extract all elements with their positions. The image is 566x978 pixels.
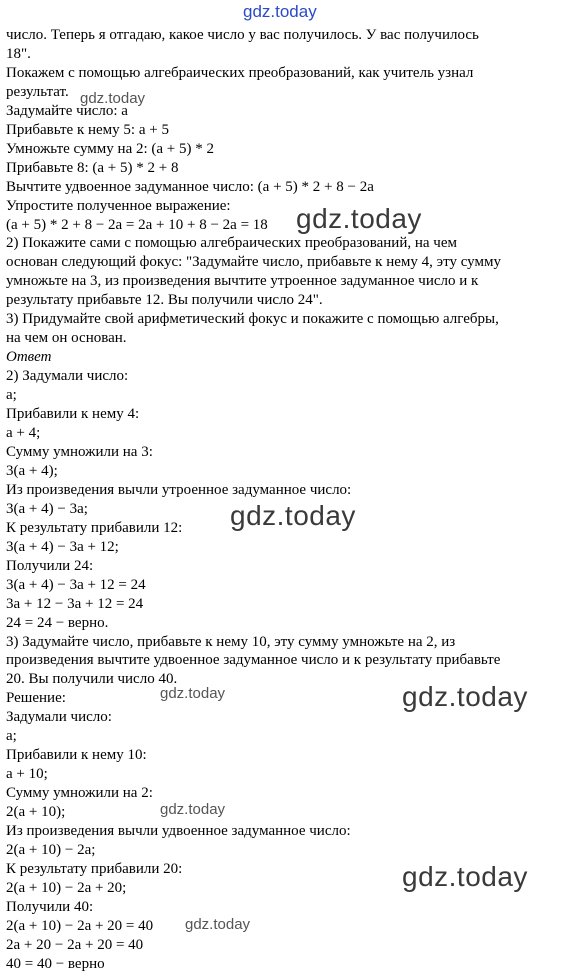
watermark: gdz.today	[230, 500, 356, 531]
text-line: Умножьте сумму на 2: (а + 5) * 2	[6, 140, 215, 157]
text-line: 3) Задумайте число, прибавьте к нему 10, эту сумму умножьте на 2, из	[6, 633, 456, 650]
watermark: gdz.today	[80, 90, 146, 107]
text-line: на чем он основан.	[6, 330, 127, 347]
watermark-top: gdz.today	[243, 2, 317, 21]
text-line: произведения вычтите удвоенное задуманное число и к результату прибавьте	[6, 652, 501, 669]
text-line: Прибавили к нему 4:	[6, 406, 140, 423]
watermark: gdz.today	[160, 685, 226, 702]
text-line: Упростите полученное выражение:	[6, 197, 231, 214]
text-line: Сумму умножили на 2:	[6, 785, 153, 802]
text-line: 20. Вы получили число 40.	[6, 671, 178, 688]
watermark: gdz.today	[296, 203, 422, 234]
watermark: gdz.today	[402, 861, 528, 892]
text-line: Сумму умножили на 3:	[6, 443, 153, 460]
text-line: 3(а + 4);	[6, 462, 58, 479]
text-line: число. Теперь я отгадаю, какое число у вас получилось. У вас получилось	[6, 27, 479, 43]
text-line: Из произведения вычли удвоенное задуманное число:	[6, 823, 351, 840]
text-line: Получили 40:	[6, 898, 94, 915]
answer-heading: Ответ	[6, 349, 52, 366]
text-line: Решение:	[6, 690, 66, 707]
text-line: Прибавьте 8: (а + 5) * 2 + 8	[6, 159, 179, 176]
text-line: а + 4;	[6, 425, 41, 442]
watermark: gdz.today	[402, 681, 528, 712]
text-line: 2а + 20 − 2а + 20 = 40	[6, 936, 144, 953]
text-line: Прибавили к нему 10:	[6, 747, 147, 764]
text-line: а + 10;	[6, 766, 48, 783]
text-line: 2(а + 10) − 2а;	[6, 841, 96, 858]
text-line: 2(а + 10) − 2а + 20;	[6, 879, 127, 896]
text-line: основан следующий фокус: "Задумайте число, прибавьте к нему 4, эту сумму	[6, 254, 501, 271]
text-line: 3(а + 4) − 3а + 12;	[6, 538, 119, 555]
text-line: результат.	[6, 83, 69, 100]
text-line: умножьте на 3, из произведения вычтите утроенное задуманное число и к	[6, 273, 479, 290]
watermark: gdz.today	[160, 801, 226, 818]
watermark: gdz.today	[185, 916, 251, 933]
text-line: 3а + 12 − 3а + 12 = 24	[6, 595, 144, 612]
text-line: а;	[6, 728, 17, 745]
text-line: 2(а + 10) − 2а + 20 = 40	[6, 917, 154, 934]
text-line: Прибавьте к нему 5: а + 5	[6, 121, 169, 138]
text-line: результату прибавьте 12. Вы получили число 24".	[6, 292, 323, 309]
text-line: 18".	[6, 45, 31, 62]
text-line: Вычтите удвоенное задуманное число: (а + 5) * 2 + 8 − 2а	[6, 178, 374, 195]
text-line: 2) Покажите сами с помощью алгебраических преобразований, на чем	[6, 235, 457, 252]
text-line: 3) Придумайте свой арифметический фокус и покажите с помощью алгебры,	[6, 311, 499, 328]
text-line: 24 = 24 − верно.	[6, 614, 109, 631]
text-line: 3(а + 4) − 3а + 12 = 24	[6, 576, 146, 593]
text-line: 2(а + 10);	[6, 804, 66, 821]
text-line: 40 = 40 − верно	[6, 955, 105, 972]
text-line: Получили 24:	[6, 557, 94, 574]
text-line: Задумали число:	[6, 709, 112, 726]
text-line: 3(а + 4) − 3а;	[6, 500, 88, 517]
text-line: (а + 5) * 2 + 8 − 2а = 2а + 10 + 8 − 2а = 18	[6, 216, 268, 233]
text-line: К результату прибавили 12:	[6, 519, 183, 536]
text-line: К результату прибавили 20:	[6, 860, 183, 877]
text-line: Из произведения вычли утроенное задуманное число:	[6, 481, 352, 498]
text-line: Задумайте число: а	[6, 102, 128, 119]
text-line: а;	[6, 387, 17, 404]
text-line: Покажем с помощью алгебраических преобразований, как учитель узнал	[6, 64, 474, 81]
text-line: 2) Задумали число:	[6, 368, 129, 385]
